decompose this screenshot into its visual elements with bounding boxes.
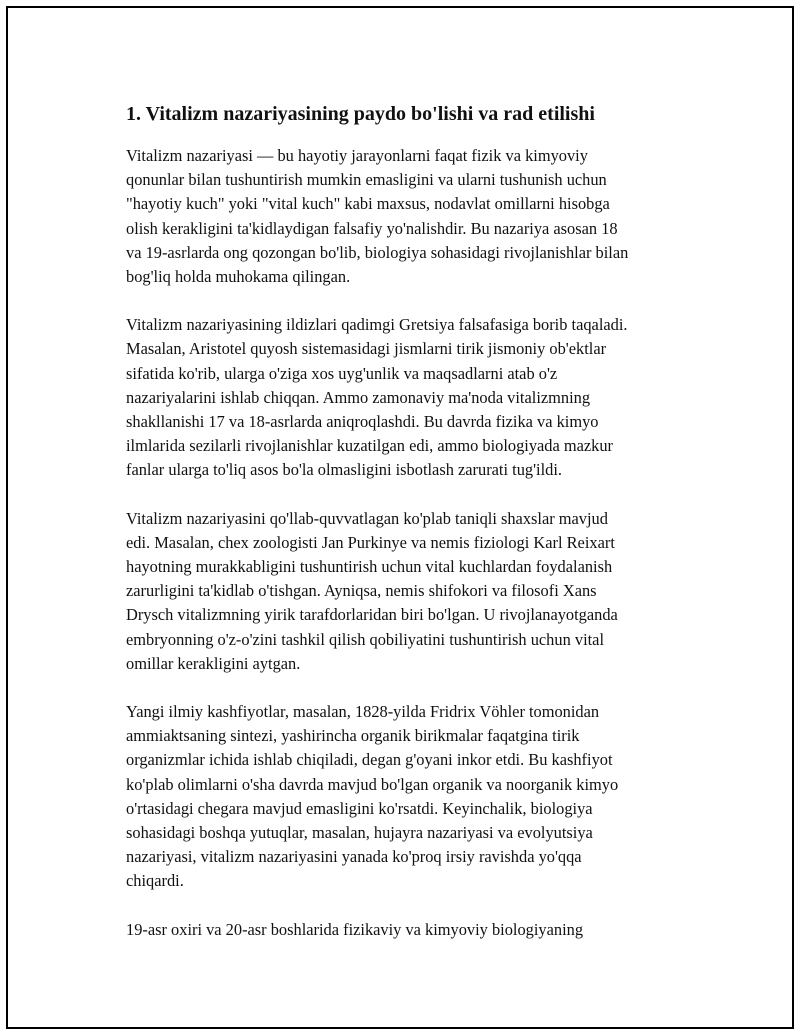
text-line: shakllanishi 17 va 18-asrlarda aniqroqlashdi. Bu davrda fizika va kimyo <box>126 412 599 432</box>
paragraph-3 <box>126 507 696 676</box>
section-heading: 1. Vitalizm nazariyasining paydo bo'lishi va rad etilishi <box>126 103 595 125</box>
text-line: bog'liq holda muhokama qilingan. <box>126 267 351 287</box>
text-line: fanlar ularga to'liq asos bo'la olmasligini isbotlash zarurati tug'ildi. <box>126 460 562 480</box>
text-line: sifatida ko'rib, ularga o'ziga xos uyg'unlik va maqsadlarni atab o'z <box>126 363 558 383</box>
text-line: ko'plab olimlarni o'sha davrda mavjud bo'lgan organik va noorganik kimyo <box>126 774 619 794</box>
text-line: Vitalizm nazariyasini qo'llab-quvvatlagan ko'plab taniqli shaxslar mavjud <box>126 508 608 528</box>
text-line: edi. Masalan, chex zoologisti Jan Purkinye va nemis fiziologi Karl Reixart <box>126 532 615 552</box>
text-line: ammiaktsaning sintezi, yashirincha organik birikmalar faqatgina tirik <box>126 726 580 746</box>
text-line: olish kerakligini ta'kidlaydigan falsafiy yo'nalishdir. Bu nazariya asosan 18 <box>126 218 618 238</box>
text-line: sohasidagi boshqa yutuqlar, masalan, hujayra nazariyasi va evolyutsiya <box>126 823 593 843</box>
text-line: 19-asr oxiri va 20-asr boshlarida fizikaviy va kimyoviy biologiyaning <box>126 919 584 939</box>
text-line: Masalan, Aristotel quyosh sistemasidagi jismlarni tirik jismoniy ob'ektlar <box>126 339 607 359</box>
text-line: omillar kerakligini aytgan. <box>126 653 301 673</box>
text-line: embryonning o'z-o'zini tashkil qilish qobiliyatini tushuntirish uchun vital <box>126 629 605 649</box>
text-line: va 19-asrlarda ong qozongan bo'lib, biologiya sohasidagi rivojlanishlar bilan <box>126 242 629 262</box>
text-line: "hayotiy kuch" yoki "vital kuch" kabi maxsus, nodavlat omillarni hisobga <box>126 194 610 214</box>
paragraph-1 <box>126 144 696 289</box>
paragraph-2 <box>126 313 696 482</box>
text-line: hayotning murakkabligini tushuntirish uchun vital kuchlardan foydalanish <box>126 557 613 577</box>
paragraph-5 <box>126 918 696 942</box>
text-line: zarurligini ta'kidlab o'tishgan. Ayniqsa, nemis shifokori va filosofi Xans <box>126 581 597 601</box>
text-line: ilmlarida sezilarli rivojlanishlar kuzatilgan edi, ammo biologiyada mazkur <box>126 436 614 456</box>
text-line: o'rtasidagi chegara mavjud emasligini ko'rsatdi. Keyinchalik, biologiya <box>126 798 593 818</box>
page-frame <box>6 6 794 1029</box>
text-line: qonunlar bilan tushuntirish mumkin emasligini va ularni tushunish uchun <box>126 170 607 190</box>
text-line: Drysch vitalizmning yirik tarafdorlaridan biri bo'lgan. U rivojlanayotganda <box>126 605 618 625</box>
text-line: Yangi ilmiy kashfiyotlar, masalan, 1828-yilda Fridrix Vöhler tomonidan <box>126 702 600 722</box>
text-line: chiqardi. <box>126 871 184 891</box>
document-body <box>126 100 696 966</box>
paragraph-4 <box>126 700 696 894</box>
text-line: nazariyasi, vitalizm nazariyasini yanada ko'proq irsiy ravishda yo'qqa <box>126 847 582 867</box>
text-line: nazariyalarini ishlab chiqqan. Ammo zamonaviy ma'noda vitalizmning <box>126 387 591 407</box>
text-line: Vitalizm nazariyasi — bu hayotiy jarayonlarni faqat fizik va kimyoviy <box>126 146 588 165</box>
text-line: Vitalizm nazariyasining ildizlari qadimgi Gretsiya falsafasiga borib taqaladi. <box>126 315 628 335</box>
text-line: organizmlar ichida ishlab chiqiladi, degan g'oyani inkor etdi. Bu kashfiyot <box>126 750 613 770</box>
